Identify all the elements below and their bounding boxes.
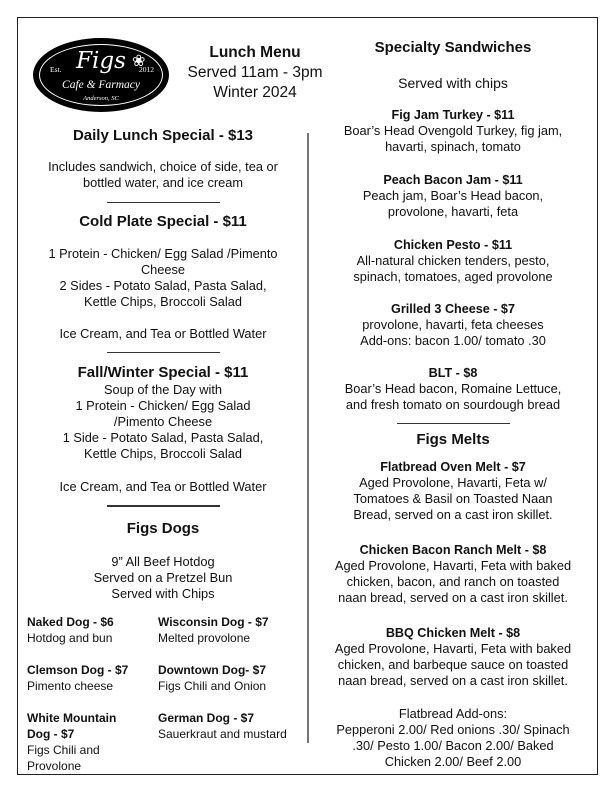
sandwich-name: Grilled 3 Cheese - $7 [391, 302, 515, 316]
fall-winter-line: Kettle Chips, Broccoli Salad [84, 446, 242, 462]
melt-desc: naan bread, served on a cast iron skillet. [338, 673, 568, 689]
melt-item [313, 625, 593, 689]
melt-desc: Bread, served on a cast iron skillet. [353, 507, 553, 523]
sandwich-name: Peach Bacon Jam - $11 [383, 173, 523, 187]
dog-desc: Pimento cheese [27, 679, 114, 693]
dog-name: Clemson Dog - $7 [27, 663, 129, 677]
melt-name: BBQ Chicken Melt - $8 [385, 626, 521, 641]
addons-line: Pepperoni 2.00/ Red onions .30/ Spinach [336, 722, 570, 738]
figs-dogs-line: 9” All Beef Hotdog [111, 553, 215, 569]
cold-plate-line: 2 Sides - Potato Salad, Pasta Salad, [59, 278, 267, 294]
fall-winter-line: Soup of the Day with [103, 382, 223, 398]
melt-item [313, 542, 593, 606]
dog-name: Naked Dog - $6 [27, 615, 114, 629]
divider [107, 352, 220, 353]
addons-line: .30/ Pesto 1.00/ Bacon 2.00/ Baked [352, 738, 554, 754]
fall-winter-desc [24, 382, 302, 462]
flatbread-addons [313, 706, 593, 770]
sandwich-name: Fig Jam Turkey - $11 [391, 108, 515, 122]
dog-desc: Melted provolone [158, 631, 251, 645]
fall-winter-extra: Ice Cream, and Tea or Bottled Water [59, 479, 267, 495]
figs-dogs-line: Served with Chips [111, 585, 215, 601]
divider [107, 505, 220, 506]
melt-desc: Aged Provolone, Havarti, Feta with baked [334, 641, 572, 657]
tree-icon: ❀ [132, 53, 146, 70]
specialty-subtitle: Served with chips [398, 75, 508, 91]
logo-est: Est. [50, 65, 62, 74]
logo-subtitle: Cafe & Farmacy [62, 79, 140, 91]
column-divider [307, 133, 309, 743]
sandwich-desc: Boar’s Head Ovengold Turkey, fig jam, [343, 123, 563, 138]
dog-item [27, 662, 128, 694]
sandwich-desc: spinach, tomatoes, aged provolone [353, 269, 553, 284]
daily-special-line: bottled water, and ice cream [82, 175, 244, 190]
daily-special-line: Includes sandwich, choice of side, tea or [48, 159, 278, 174]
dog-item [158, 710, 287, 742]
melt-desc: chicken, and barbeque sauce on toasted [337, 657, 569, 673]
cold-plate-extra: Ice Cream, and Tea or Bottled Water [59, 326, 267, 342]
dog-item [158, 614, 269, 646]
dog-item [27, 614, 114, 646]
fall-winter-line: 1 Protein - Chicken/ Egg Salad [75, 398, 251, 414]
sandwich-item [313, 365, 593, 413]
dog-desc: Sauerkraut and mustard [158, 727, 287, 741]
left-column [24, 126, 302, 602]
dog-item [158, 662, 266, 694]
sandwich-desc: provolone, havarti, feta [387, 204, 519, 219]
melt-desc: Aged Provolone, Havarti, Feta w/ [359, 475, 547, 491]
cold-plate-line: Kettle Chips, Broccoli Salad [84, 294, 242, 310]
divider [397, 423, 510, 424]
specialty-title: Specialty Sandwiches [374, 39, 532, 56]
cold-plate-line: Cheese [140, 262, 186, 278]
daily-special-title: Daily Lunch Special - $13 [72, 127, 254, 144]
dog-name: Wisconsin Dog - $7 [158, 615, 269, 629]
dog-name: Downtown Dog- $7 [158, 663, 266, 677]
right-column [313, 38, 593, 770]
cold-plate-title: Cold Plate Special - $11 [79, 213, 247, 231]
logo-name: Figs [76, 48, 126, 74]
cold-plate-line: 1 Protein - Chicken/ Egg Salad /Pimento [48, 246, 278, 262]
melt-item [313, 459, 593, 523]
figs-dogs-title: Figs Dogs [126, 519, 200, 537]
cold-plate-desc [24, 246, 302, 310]
dog-name: Dog - $7 [27, 727, 75, 741]
dog-desc: Provolone [27, 759, 82, 773]
menu-hours: Served 11am - 3pm [187, 64, 323, 81]
sandwich-desc: Boar’s Head bacon, Romaine Lettuce, [344, 381, 562, 396]
sandwich-desc: and fresh tomato on sourdough bread [345, 397, 561, 412]
figs-dogs-line: Served on a Pretzel Bun [93, 569, 233, 585]
menu-season: Winter 2024 [213, 84, 297, 101]
sandwich-desc: provolone, havarti, feta cheeses [362, 317, 544, 332]
fall-winter-title: Fall/Winter Special - $11 [77, 364, 249, 382]
sandwich-item [313, 172, 593, 220]
sandwich-item [313, 107, 593, 155]
daily-special-desc [24, 159, 302, 191]
cafe-logo [33, 38, 169, 112]
sandwich-desc: All-natural chicken tenders, pesto, [356, 253, 550, 268]
dog-desc: Figs Chili and Onion [158, 679, 267, 693]
logo-year: 2012 [139, 65, 154, 74]
melt-name: Chicken Bacon Ranch Melt - $8 [359, 543, 547, 558]
figs-dogs-desc [24, 554, 302, 602]
addons-line: Chicken 2.00/ Beef 2.00 [384, 754, 522, 770]
divider [107, 202, 220, 203]
dog-desc: Hotdog and bun [27, 631, 113, 645]
dog-name: White Mountain [27, 711, 117, 725]
fall-winter-line: /Pimento Cheese [113, 414, 213, 430]
melt-name: Flatbread Oven Melt - $7 [380, 460, 526, 475]
melt-desc: chicken, bacon, and ranch on toasted [346, 574, 560, 590]
dog-name: German Dog - $7 [158, 711, 255, 725]
sandwich-name: BLT - $8 [428, 366, 478, 380]
fall-winter-line: 1 Side - Potato Salad, Pasta Salad, [62, 430, 264, 446]
melt-desc: Tomatoes & Basil on Toasted Naan [353, 491, 553, 507]
sandwich-desc: Add-ons: bacon 1.00/ tomato .30 [360, 333, 546, 348]
menu-title: Lunch Menu [209, 44, 301, 61]
melt-desc: Aged Provolone, Havarti, Feta with baked [334, 558, 572, 574]
melt-desc: naan bread, served on a cast iron skillet. [338, 590, 568, 606]
addons-title: Flatbread Add-ons: [398, 706, 508, 722]
sandwich-desc: havarti, spinach, tomato [385, 139, 521, 154]
sandwich-desc: Peach jam, Boar’s Head bacon, [362, 188, 544, 203]
sandwich-item [313, 301, 593, 349]
dog-item [27, 710, 116, 774]
logo-location: Anderson, SC [83, 95, 119, 102]
sandwich-item [313, 237, 593, 285]
dog-desc: Figs Chili and [27, 743, 100, 757]
menu-header [175, 43, 335, 103]
melts-title: Figs Melts [416, 431, 490, 449]
sandwich-name: Chicken Pesto - $11 [393, 238, 513, 252]
